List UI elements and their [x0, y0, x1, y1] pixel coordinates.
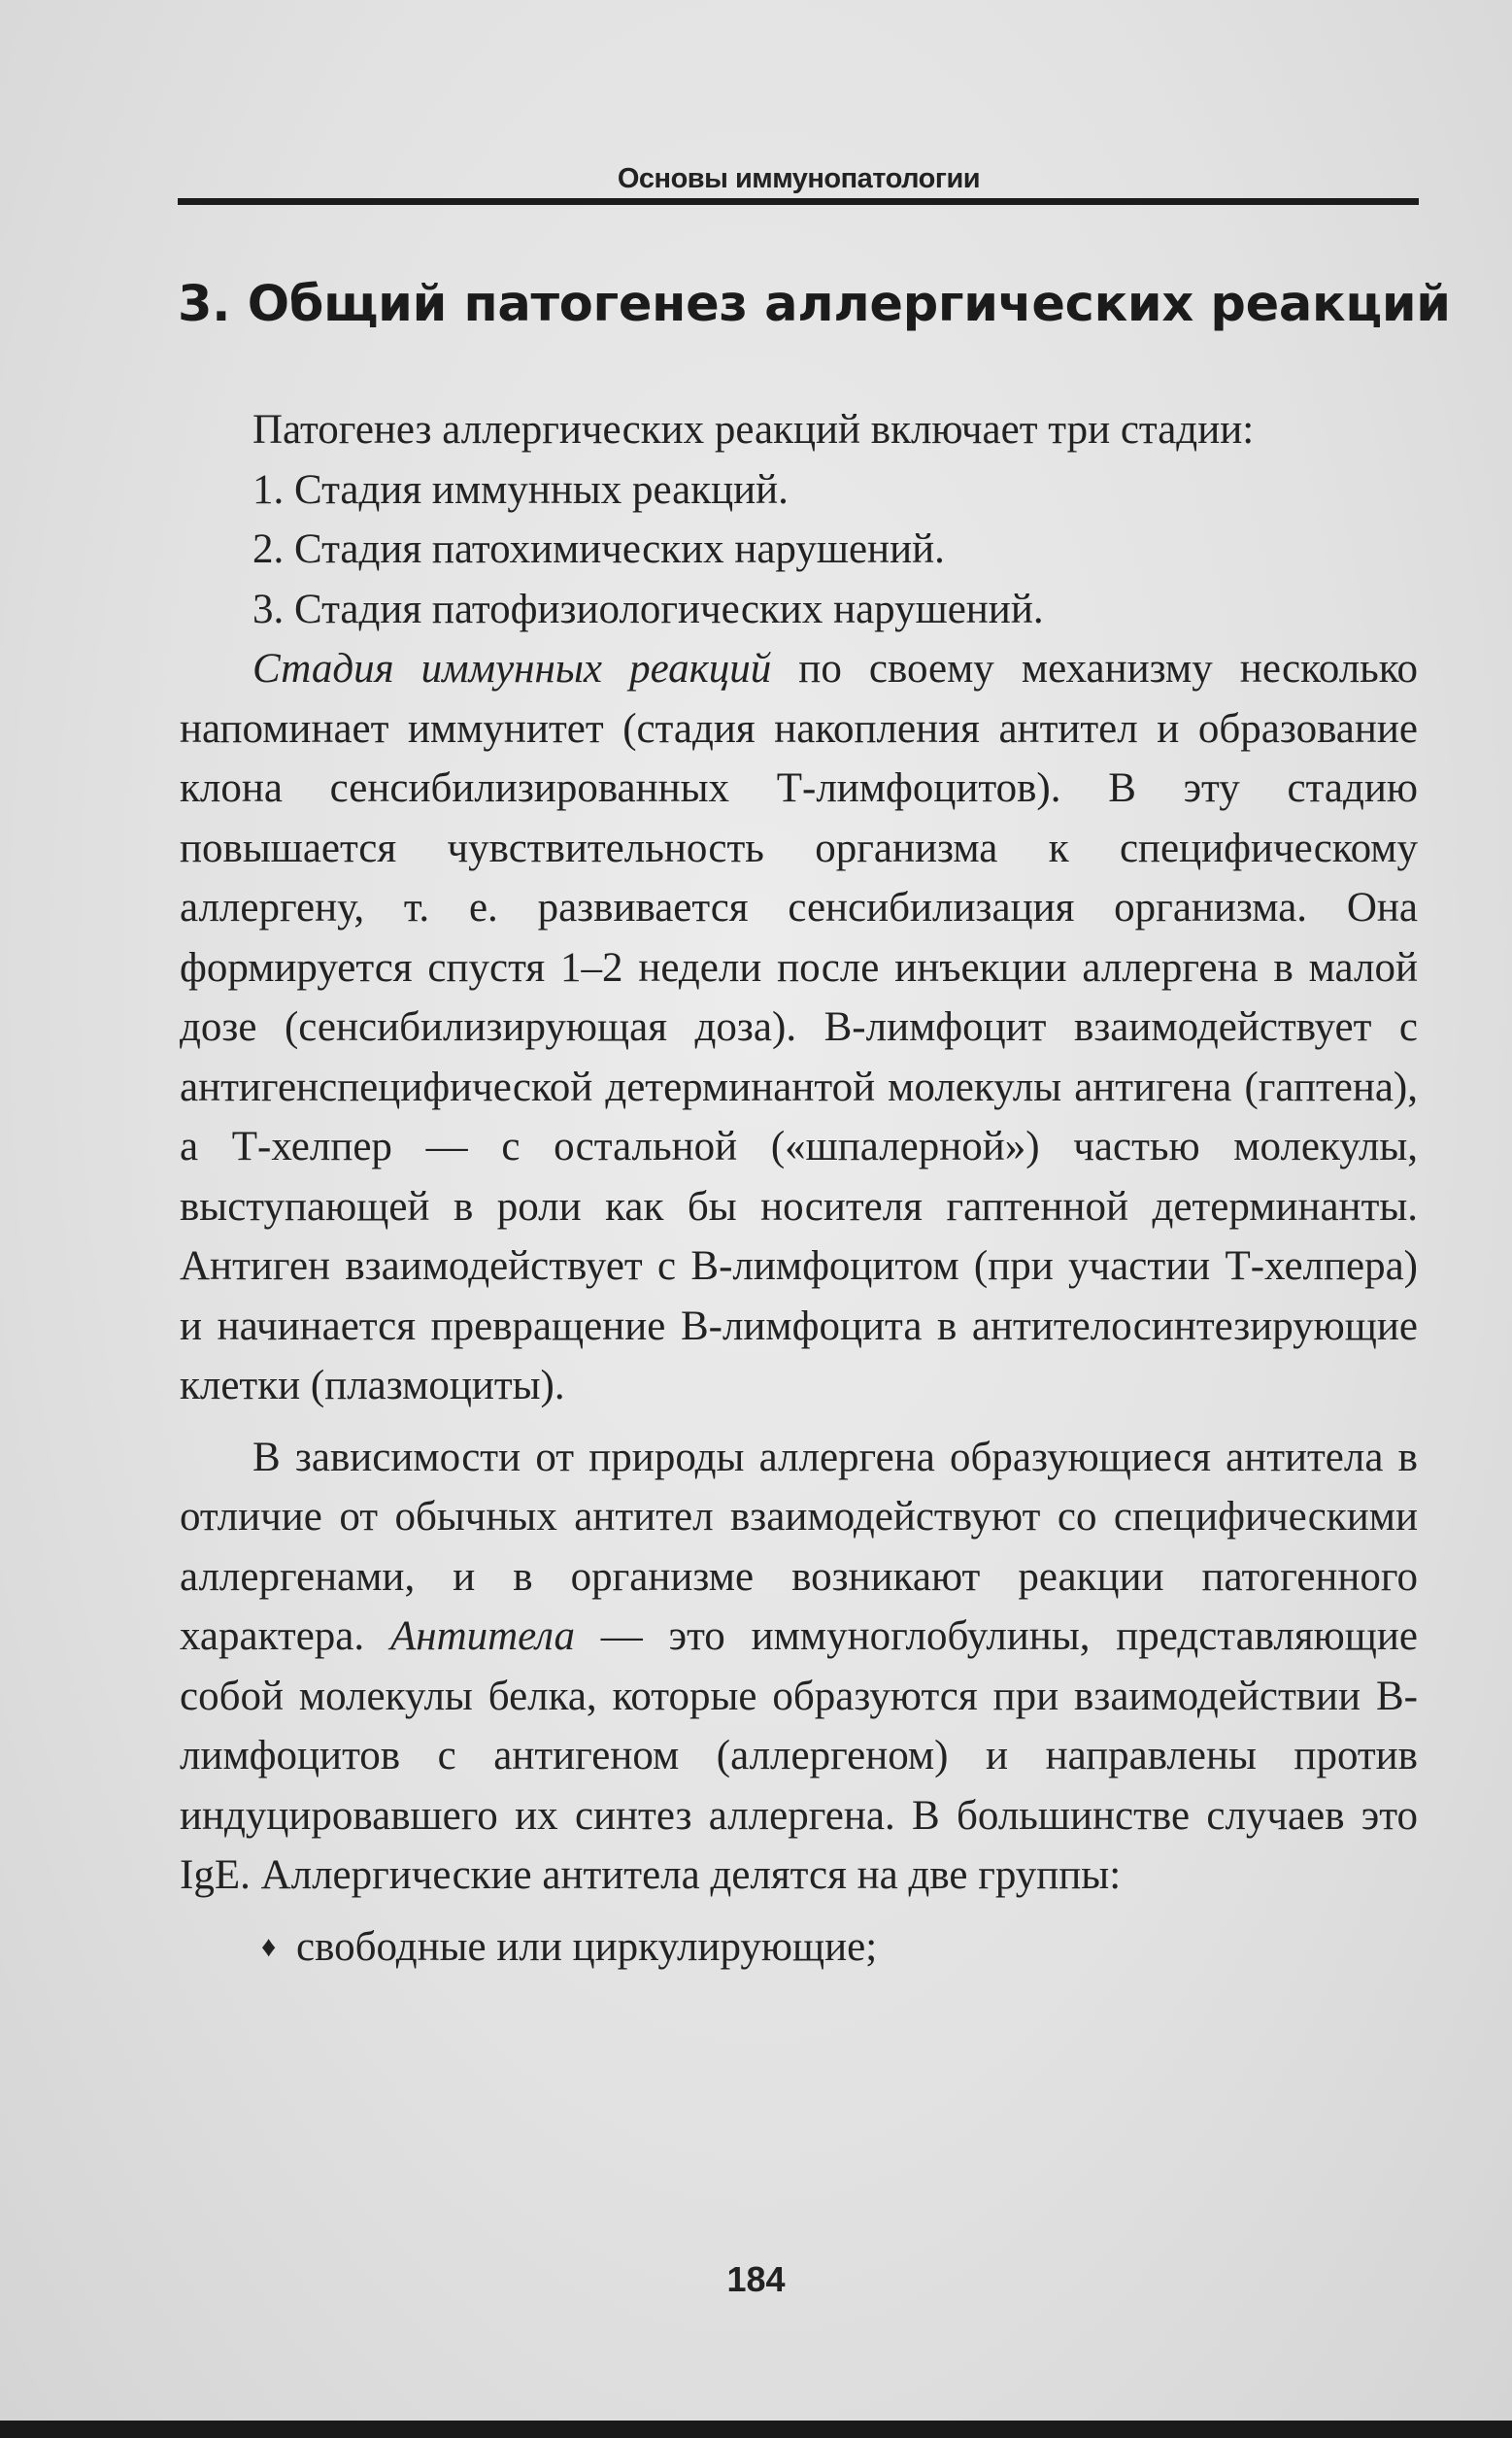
stage-item-1: 1. Стадия иммунных реакций.: [252, 466, 789, 513]
paragraph-immune-stage: [180, 639, 1418, 1416]
term-antibodies: Антитела: [389, 1613, 575, 1659]
stage-item-3: 3. Стадия патофизиологических нарушений.: [252, 586, 1044, 632]
stage-item-2: 2. Стадия патохимических нарушений.: [252, 526, 945, 572]
bullet-item-text: свободные или циркулирующие;: [296, 1923, 878, 1970]
page-number: 184: [726, 2259, 786, 2299]
scan-edge: [0, 2421, 1512, 2438]
paragraph-antibodies: [180, 1428, 1418, 1906]
term-immune-stage: Стадия иммунных реакций: [252, 646, 772, 692]
running-head: Основы иммунопатологии: [617, 163, 981, 194]
intro-paragraph: Патогенез аллергических реакций включает три стадии:: [252, 407, 1255, 453]
header-rule: [178, 198, 1419, 205]
paragraph-antibodies-text: — это иммуноглобулины, представляющие собой молекулы белка, которые образуются при взаимодействии В-лимфоцитов с антигеном (аллергеном) и направлены против индуцировавшего их синтез аллергена. В большинстве случаев это IgE. Аллергические антитела делятся на две группы:: [180, 1613, 1418, 1898]
body-text: [180, 400, 1418, 1977]
paragraph-antibodies-lead: В зависимости от природы аллергена образующиеся антитела в отличие от обычных антител взаимодействуют со специфическими аллергенами, и в организме возникают реакции патогенного характера.: [180, 1434, 1418, 1659]
bullet-item: [180, 1917, 1418, 1978]
paragraph-immune-stage-text: по своему механизму несколько напоминает иммунитет (стадия накопления антител и образование клона сенсибилизированных Т-лимфоцитов). В эту стадию повышается чувствительность организма к специфическому аллергену, т. е. развивается сенсибилизация организма. Она формируется спустя 1–2 недели после инъекции аллергена в малой дозе (сенсибилизирующая доза). В-лимфоцит взаимодействует с антигенспецифической детерминантой молекулы антигена (гаптена), а Т-хелпер — с остальной («шпалерной») частью молекулы, выступающей в роли как бы носителя гаптенной детерминанты. Антиген взаимодействует с В-лимфоцитом (при участии Т-хелпера) и начинается превращение В-лимфоцита в антителосинтезирующие клетки (плазмоциты).: [180, 646, 1418, 1408]
diamond-bullet-icon: ♦: [261, 1930, 277, 1963]
chapter-title: 3. Общий патогенез аллергических реакций: [178, 276, 1451, 333]
